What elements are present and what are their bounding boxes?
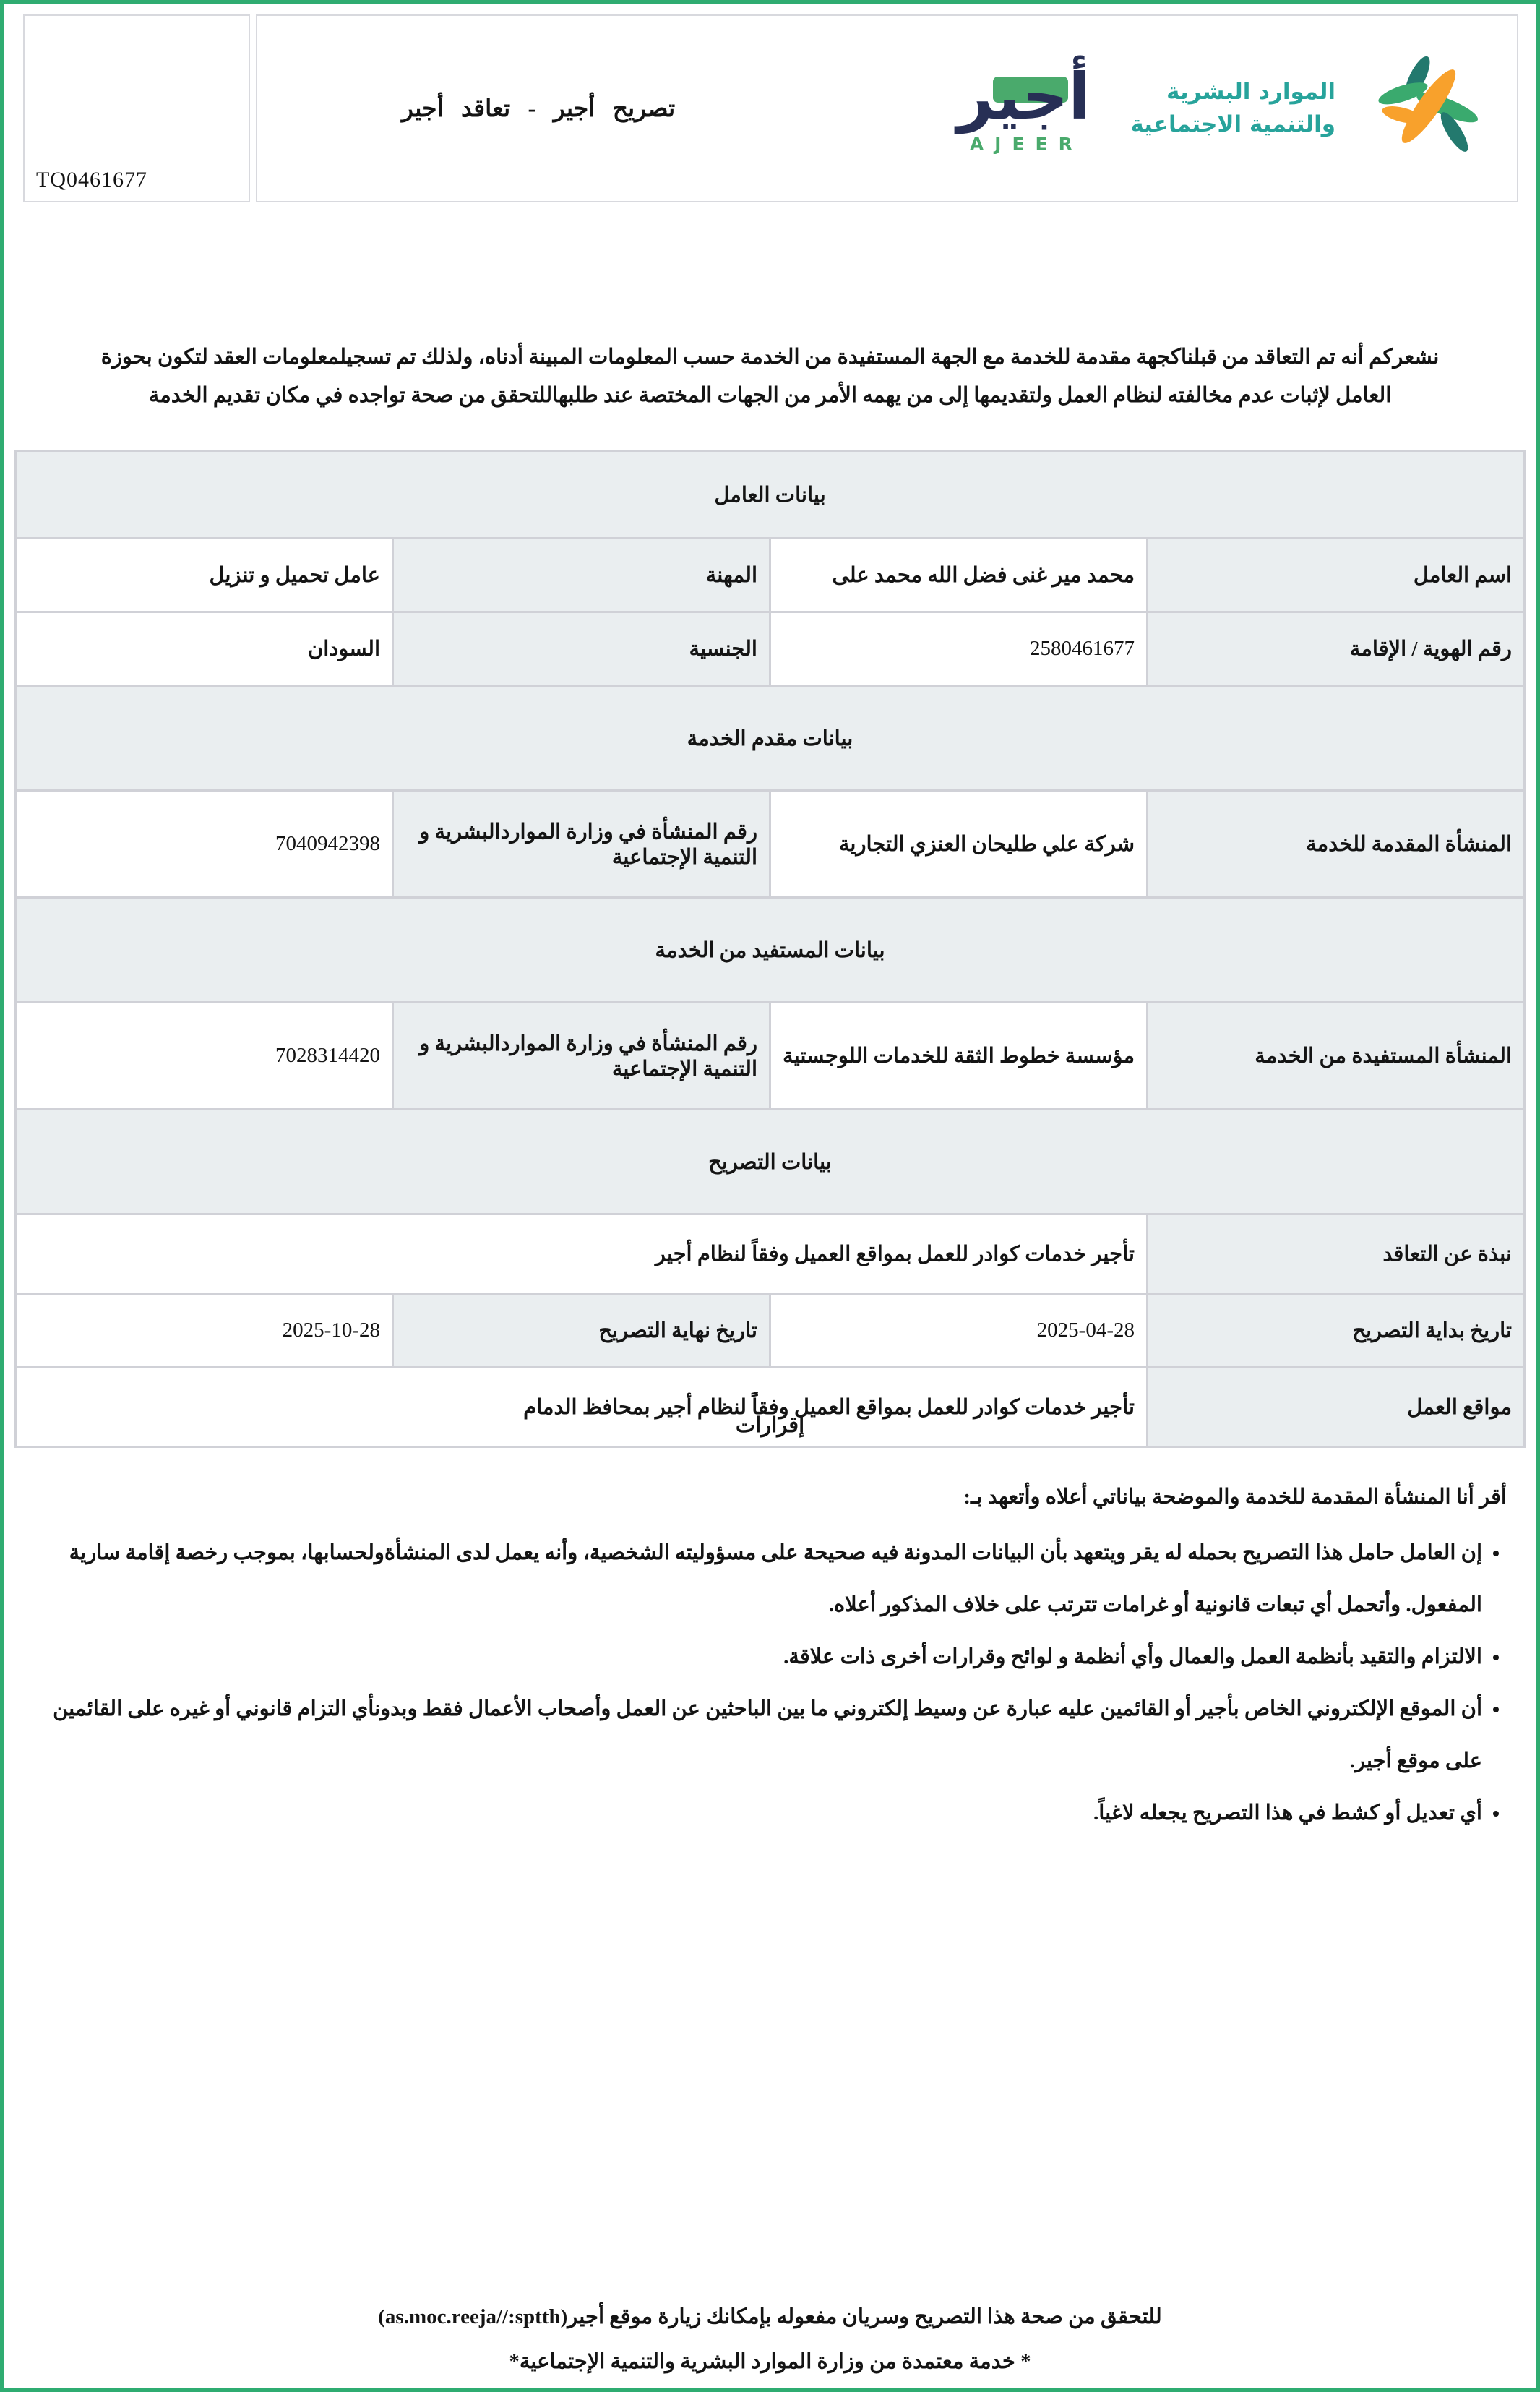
title-logo-box: [256, 14, 1518, 202]
declarations-list: [33, 1527, 1507, 1839]
ministry-name-line1: الموارد البشرية: [1166, 79, 1335, 106]
declaration-item: • أي تعديل أو كشط في هذا التصريح يجعله لاغياً.: [33, 1787, 1482, 1839]
worker-section-title: بيانات العامل: [16, 451, 1525, 539]
section-header-permit: [16, 1110, 1525, 1214]
provider-number-label: رقم المنشأة في وزارة المواردالبشرية و التنمية الإجتماعية: [393, 791, 770, 898]
table-row: [16, 1003, 1525, 1110]
declaration-item: • أن الموقع الإلكتروني الخاص بأجير أو القائمين عليه عبارة عن وسيط إلكتروني ما بين الباحثين عن العمل وأصحاب الأعمال فقط وبدونأي التزام قانوني أو غيره على القائمين على موقع أجير.: [33, 1683, 1482, 1787]
contract-about-label: نبذة عن التعاقد: [1148, 1214, 1525, 1294]
worker-name-value: محمد مير غنى فضل الله محمد على: [770, 539, 1148, 612]
profession-value: عامل تحميل و تنزيل: [16, 539, 393, 612]
intro-line-1: نشعركم أنه تم التعاقد من قبلناكجهة مقدمة للخدمة مع الجهة المستفيدة من الخدمة حسب المعلومات المبينة أدناه، ولذلك تم تسجيلمعلومات العقد لتكون بحوزة: [100, 346, 1440, 369]
end-date-label: تاريخ نهاية التصريح: [393, 1294, 770, 1368]
footer-verify-line: للتحقق من صحة هذا التصريح وسريان مفعوله بإمكانك زيارة موقع أجير(as.moc.reeja//:sptth): [378, 2305, 1162, 2328]
ajeer-logo: [951, 59, 1096, 155]
table-row: [16, 539, 1525, 612]
beneficiary-section-title: بيانات المستفيد من الخدمة: [16, 898, 1525, 1003]
start-date-value: 2025-04-28: [770, 1294, 1148, 1368]
id-number-label: رقم الهوية / الإقامة: [1148, 612, 1525, 686]
table-row: [16, 791, 1525, 898]
permit-section-title: بيانات التصريح: [16, 1110, 1525, 1214]
start-date-label: تاريخ بداية التصريح: [1148, 1294, 1525, 1368]
ajeer-logo-arabic: أجير: [957, 59, 1091, 134]
provider-establishment-value: شركة علي طليحان العنزي التجارية: [770, 791, 1148, 898]
declarations-heading: إقرارات: [735, 1414, 805, 1437]
beneficiary-number-value: 7028314420: [16, 1003, 393, 1110]
section-header-beneficiary: [16, 898, 1525, 1003]
beneficiary-number-label: رقم المنشأة في وزارة المواردالبشرية و التنمية الإجتماعية: [393, 1003, 770, 1110]
footer: [4, 2294, 1536, 2384]
declaration-item: • إن العامل حامل هذا التصريح بحمله له يقر ويتعهد بأن البيانات المدونة فيه صحيحة على مسؤوليته الشخصية، وأنه يعمل لدى المنشأةولحسابها، بموجب رخصة إقامة سارية المفعول. وأتحمل أي تبعات قانونية أو غرامات تترتب على خلاف المذكور أعلاه.: [33, 1527, 1482, 1631]
logo-cluster: [951, 48, 1484, 169]
work-locations-value: تأجير خدمات كوادر للعمل بمواقع العميل وفقاً لنظام أجير بمحافظ الدمام: [16, 1368, 1148, 1447]
declarations-intro: أقر أنا المنشأة المقدمة للخدمة والموضحة بياناتي أعلاه وأتعهد بـ:: [963, 1486, 1507, 1509]
ajeer-logo-latin: AJEER: [969, 133, 1083, 155]
permit-number: TQ0461677: [36, 168, 147, 192]
table-row: [16, 612, 1525, 686]
table-row: [16, 1214, 1525, 1294]
nationality-value: السودان: [16, 612, 393, 686]
intro-paragraph: [33, 338, 1507, 415]
end-date-value: 2025-10-28: [16, 1294, 393, 1368]
contract-about-value: تأجير خدمات كوادر للعمل بمواقع العميل وفقاً لنظام أجير: [16, 1214, 1148, 1294]
beneficiary-establishment-value: مؤسسة خطوط الثقة للخدمات اللوجستية: [770, 1003, 1148, 1110]
declarations-block: [33, 1479, 1507, 1839]
ministry-wordmark: [1130, 76, 1335, 141]
nationality-label: الجنسية: [393, 612, 770, 686]
permit-data-table: [14, 450, 1526, 1448]
ministry-name-line2: والتنمية الاجتماعية: [1130, 111, 1335, 137]
section-header-worker: [16, 451, 1525, 539]
id-number-value: 2580461677: [770, 612, 1148, 686]
provider-establishment-label: المنشأة المقدمة للخدمة: [1148, 791, 1525, 898]
ministry-palm-emblem-icon: [1370, 48, 1484, 169]
work-locations-label: مواقع العمل: [1148, 1368, 1525, 1447]
provider-number-value: 7040942398: [16, 791, 393, 898]
provider-section-title: بيانات مقدم الخدمة: [16, 686, 1525, 791]
footer-accredited-line: * خدمة معتمدة من وزارة الموارد البشرية والتنمية الإجتماعية*: [509, 2350, 1031, 2373]
intro-line-2: العامل لإثبات عدم مخالفته لنظام العمل ولتقديمها إلى من يهمه الأمر من الجهات المختصة عند طلبهاللتحقق من صحة تواجده في مكان تقديم الخدمة: [148, 384, 1392, 407]
worker-name-label: اسم العامل: [1148, 539, 1525, 612]
section-header-provider: [16, 686, 1525, 791]
profession-label: المهنة: [393, 539, 770, 612]
table-row: [16, 1294, 1525, 1368]
page-title: تصريح أجير - تعاقد أجير: [402, 96, 676, 122]
declaration-item: • الالتزام والتقيد بأنظمة العمل والعمال وأي أنظمة و لوائح وقرارات أخرى ذات علاقة.: [33, 1631, 1482, 1683]
beneficiary-establishment-label: المنشأة المستفيدة من الخدمة: [1148, 1003, 1525, 1110]
permit-number-box: [23, 14, 250, 202]
